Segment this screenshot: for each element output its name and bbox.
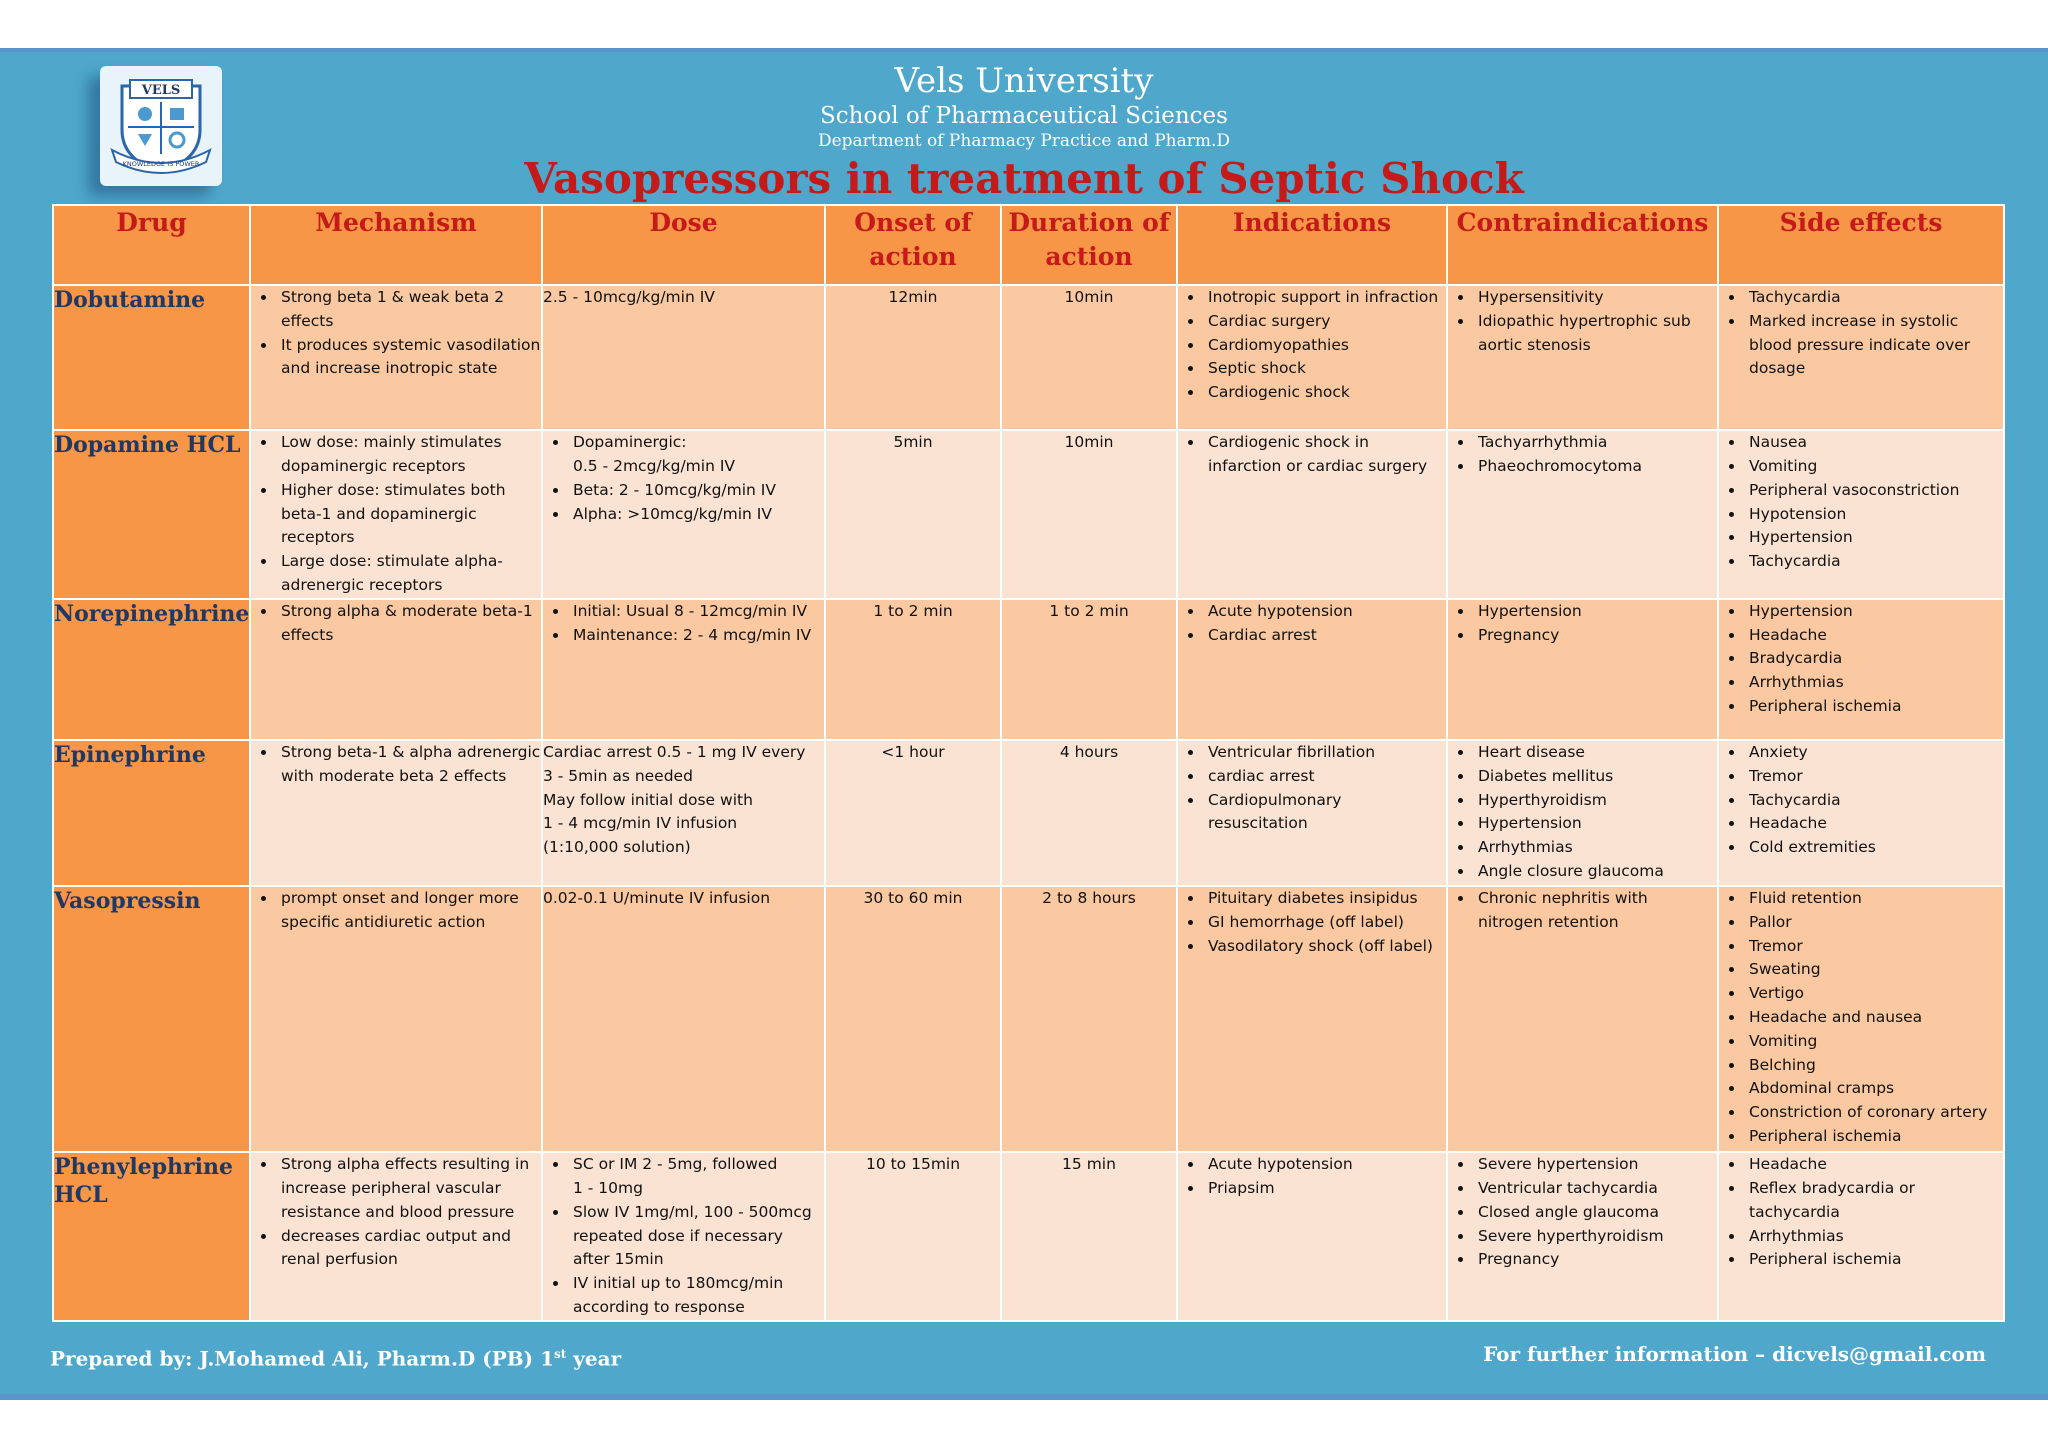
list-item: • decreases cardiac output and renal perfusion <box>277 1225 541 1273</box>
onset-cell: <1 hour <box>825 740 1001 886</box>
list-item: • Abdominal cramps <box>1745 1077 2003 1101</box>
list-item: • Acute hypotension <box>1204 1153 1446 1177</box>
list-item: • Heart disease <box>1474 741 1717 765</box>
table-row <box>53 285 2004 430</box>
list-item: • Large dose: stimulate alpha-adrenergic receptors <box>277 550 541 598</box>
duration-cell: 15 min <box>1001 1152 1177 1321</box>
list-item: • SC or IM 2 - 5mg, followed 1 - 10mg <box>569 1153 824 1201</box>
onset-cell: 5min <box>825 430 1001 599</box>
list-item: • Belching <box>1745 1054 2003 1078</box>
list-item: • Headache <box>1745 812 2003 836</box>
mechanism-cell <box>250 430 542 599</box>
list-item: • Maintenance: 2 - 4 mcg/min IV <box>569 624 824 648</box>
list-item: • Tremor <box>1745 935 2003 959</box>
list-item: • Nausea <box>1745 431 2003 455</box>
list-item: • Constriction of coronary artery <box>1745 1101 2003 1125</box>
side-effects-cell <box>1718 430 2004 599</box>
list-item: • Ventricular fibrillation <box>1204 741 1446 765</box>
vasopressor-table <box>52 204 2005 1322</box>
duration-cell: 10min <box>1001 430 1177 599</box>
duration-cell: 10min <box>1001 285 1177 430</box>
list-item: • Cold extremities <box>1745 836 2003 860</box>
list-item: • Anxiety <box>1745 741 2003 765</box>
list-item: • Acute hypotension <box>1204 600 1446 624</box>
list-item: • Strong beta-1 & alpha adrenergic with moderate beta 2 effects <box>277 741 541 789</box>
onset-cell: 1 to 2 min <box>825 599 1001 740</box>
column-header: Onset of action <box>825 205 1001 285</box>
dose-cell <box>542 1152 825 1321</box>
list-item: • Peripheral ischemia <box>1745 1248 2003 1272</box>
list-item: • prompt onset and longer more specific antidiuretic action <box>277 887 541 935</box>
list-item: • Ventricular tachycardia <box>1474 1177 1717 1201</box>
contraindications-cell <box>1447 1152 1718 1321</box>
list-item: • Low dose: mainly stimulates dopaminergic receptors <box>277 431 541 479</box>
list-item: • Hypertension <box>1745 600 2003 624</box>
list-item: • Cardiomyopathies <box>1204 334 1446 358</box>
list-item: • Phaeochromocytoma <box>1474 455 1717 479</box>
list-item: • Tachyarrhythmia <box>1474 431 1717 455</box>
column-header: Side effects <box>1718 205 2004 285</box>
bottom-border <box>0 1394 2048 1400</box>
list-item: • Hyperthyroidism <box>1474 789 1717 813</box>
indications-cell <box>1177 430 1447 599</box>
university-name: Vels University <box>894 61 1154 101</box>
list-item: • Alpha: >10mcg/kg/min IV <box>569 503 824 527</box>
list-item: • Headache <box>1745 624 2003 648</box>
poster-title: Vasopressors in treatment of Septic Shock <box>524 154 1524 203</box>
dose-cell <box>542 430 825 599</box>
list-item: • Fluid retention <box>1745 887 2003 911</box>
list-item: • Tremor <box>1745 765 2003 789</box>
list-item: • Vomiting <box>1745 455 2003 479</box>
dose-cell <box>542 599 825 740</box>
indications-cell <box>1177 740 1447 886</box>
table-row <box>53 1152 2004 1321</box>
list-item: • Peripheral vasoconstriction <box>1745 479 2003 503</box>
side-effects-cell <box>1718 599 2004 740</box>
list-item: • Tachycardia <box>1745 286 2003 310</box>
list-item: • Peripheral ischemia <box>1745 695 2003 719</box>
list-item: • Hypertension <box>1745 526 2003 550</box>
contraindications-cell <box>1447 430 1718 599</box>
indications-cell <box>1177 285 1447 430</box>
side-effects-cell <box>1718 285 2004 430</box>
duration-cell: 1 to 2 min <box>1001 599 1177 740</box>
list-item: • IV initial up to 180mcg/min according to response <box>569 1272 824 1320</box>
list-item: • Cardiopulmonary resuscitation <box>1204 789 1446 837</box>
list-item: • cardiac arrest <box>1204 765 1446 789</box>
prepared-by: Prepared by: J.Mohamed Ali, Pharm.D (PB) 1st year <box>50 1346 622 1371</box>
contraindications-cell <box>1447 599 1718 740</box>
list-item: • Septic shock <box>1204 357 1446 381</box>
list-item: • Vomiting <box>1745 1030 2003 1054</box>
column-header: Dose <box>542 205 825 285</box>
list-item: • Severe hyperthyroidism <box>1474 1225 1717 1249</box>
duration-cell: 2 to 8 hours <box>1001 886 1177 1152</box>
side-effects-cell <box>1718 886 2004 1152</box>
list-item: • Peripheral ischemia <box>1745 1125 2003 1149</box>
list-item: • Vasodilatory shock (off label) <box>1204 935 1446 959</box>
list-item: • Priapsim <box>1204 1177 1446 1201</box>
list-item: • Marked increase in systolic blood pressure indicate over dosage <box>1745 310 2003 381</box>
list-item: • Cardiogenic shock in infarction or cardiac surgery <box>1204 431 1446 479</box>
mechanism-cell <box>250 740 542 886</box>
list-item: • Tachycardia <box>1745 789 2003 813</box>
mechanism-cell <box>250 599 542 740</box>
list-item: • Inotropic support in infraction <box>1204 286 1446 310</box>
list-item: • Pregnancy <box>1474 624 1717 648</box>
dose-cell <box>542 886 825 1152</box>
list-item: • Dopaminergic: 0.5 - 2mcg/kg/min IV <box>569 431 824 479</box>
logo-text: VELS <box>141 83 181 98</box>
contact-info: For further information – dicvels@gmail.com <box>1483 1342 1986 1366</box>
table-row <box>53 740 2004 886</box>
list-item: • Cardiac surgery <box>1204 310 1446 334</box>
list-item: • Closed angle glaucoma <box>1474 1201 1717 1225</box>
list-item: • Beta: 2 - 10mcg/kg/min IV <box>569 479 824 503</box>
drug-name: Norepinephrine <box>53 599 250 740</box>
list-item: • Angle closure glaucoma <box>1474 860 1717 884</box>
list-item: • Cardiogenic shock <box>1204 381 1446 405</box>
school-name: School of Pharmaceutical Sciences <box>820 103 1228 129</box>
list-item: • Strong alpha & moderate beta-1 effects <box>277 600 541 648</box>
list-item: • Vertigo <box>1745 982 2003 1006</box>
list-item: • It produces systemic vasodilation and increase inotropic state <box>277 334 541 382</box>
list-item: • Pallor <box>1745 911 2003 935</box>
list-item: • Arrhythmias <box>1745 1225 2003 1249</box>
column-header: Drug <box>53 205 250 285</box>
indications-cell <box>1177 886 1447 1152</box>
list-item: • Idiopathic hypertrophic sub aortic stenosis <box>1474 310 1717 358</box>
list-item: • Arrhythmias <box>1745 671 2003 695</box>
onset-cell: 30 to 60 min <box>825 886 1001 1152</box>
mechanism-cell <box>250 285 542 430</box>
drug-name: Phenylephrine HCL <box>53 1152 250 1321</box>
dose-cell <box>542 285 825 430</box>
contraindications-cell <box>1447 740 1718 886</box>
list-item: • Arrhythmias <box>1474 836 1717 860</box>
dose-text: 2.5 - 10mcg/kg/min IV <box>543 288 715 306</box>
side-effects-cell <box>1718 740 2004 886</box>
column-header: Contraindications <box>1447 205 1718 285</box>
dose-text: 0.02-0.1 U/minute IV infusion <box>543 889 771 908</box>
list-item: • Strong alpha effects resulting in increase peripheral vascular resistance and blood pressure <box>277 1153 541 1224</box>
column-header: Indications <box>1177 205 1447 285</box>
list-item: • Initial: Usual 8 - 12mcg/min IV <box>569 600 824 624</box>
onset-cell: 10 to 15min <box>825 1152 1001 1321</box>
mechanism-cell <box>250 886 542 1152</box>
column-header: Mechanism <box>250 205 542 285</box>
dose-cell <box>542 740 825 886</box>
list-item: • Hypertension <box>1474 600 1717 624</box>
list-item: • Headache <box>1745 1153 2003 1177</box>
list-item: • Hypersensitivity <box>1474 286 1717 310</box>
drug-name: Vasopressin <box>53 886 250 1152</box>
list-item: • Chronic nephritis with nitrogen retention <box>1474 887 1717 935</box>
department-name: Department of Pharmacy Practice and Pharm.D <box>817 131 1231 151</box>
list-item: • Diabetes mellitus <box>1474 765 1717 789</box>
drug-name: Dopamine HCL <box>53 430 250 599</box>
list-item: • Headache and nausea <box>1745 1006 2003 1030</box>
list-item: • Hypotension <box>1745 503 2003 527</box>
list-item: • Strong beta 1 & weak beta 2 effects <box>277 286 541 334</box>
indications-cell <box>1177 1152 1447 1321</box>
list-item: • Bradycardia <box>1745 647 2003 671</box>
indications-cell <box>1177 599 1447 740</box>
table-header-row <box>53 205 2004 285</box>
list-item: • Cardiac arrest <box>1204 624 1446 648</box>
table-row <box>53 886 2004 1152</box>
table-row <box>53 599 2004 740</box>
list-item: • Hypertension <box>1474 812 1717 836</box>
onset-cell: 12min <box>825 285 1001 430</box>
contraindications-cell <box>1447 886 1718 1152</box>
contraindications-cell <box>1447 285 1718 430</box>
list-item: • Slow IV 1mg/ml, 100 - 500mcg repeated dose if necessary after 15min <box>569 1201 824 1272</box>
column-header: Duration of action <box>1001 205 1177 285</box>
drug-name: Dobutamine <box>53 285 250 430</box>
list-item: • GI hemorrhage (off label) <box>1204 911 1446 935</box>
mechanism-cell <box>250 1152 542 1321</box>
list-item: • Tachycardia <box>1745 550 2003 574</box>
logo-motto: KNOWLEDGE IS POWER <box>122 160 200 168</box>
list-item: • Pituitary diabetes insipidus <box>1204 887 1446 911</box>
list-item: • Severe hypertension <box>1474 1153 1717 1177</box>
drug-name: Epinephrine <box>53 740 250 886</box>
list-item: • Reflex bradycardia or tachycardia <box>1745 1177 2003 1225</box>
table-row <box>53 430 2004 599</box>
list-item: • Pregnancy <box>1474 1248 1717 1272</box>
list-item: • Higher dose: stimulates both beta-1 and dopaminergic receptors <box>277 479 541 550</box>
list-item: • Sweating <box>1745 958 2003 982</box>
duration-cell: 4 hours <box>1001 740 1177 886</box>
side-effects-cell <box>1718 1152 2004 1321</box>
dose-text: Cardiac arrest 0.5 - 1 mg IV every 3 - 5min as needed May follow initial dose with 1 - 4 mcg/min IV infusion (1:10,000 solution) <box>543 742 806 857</box>
